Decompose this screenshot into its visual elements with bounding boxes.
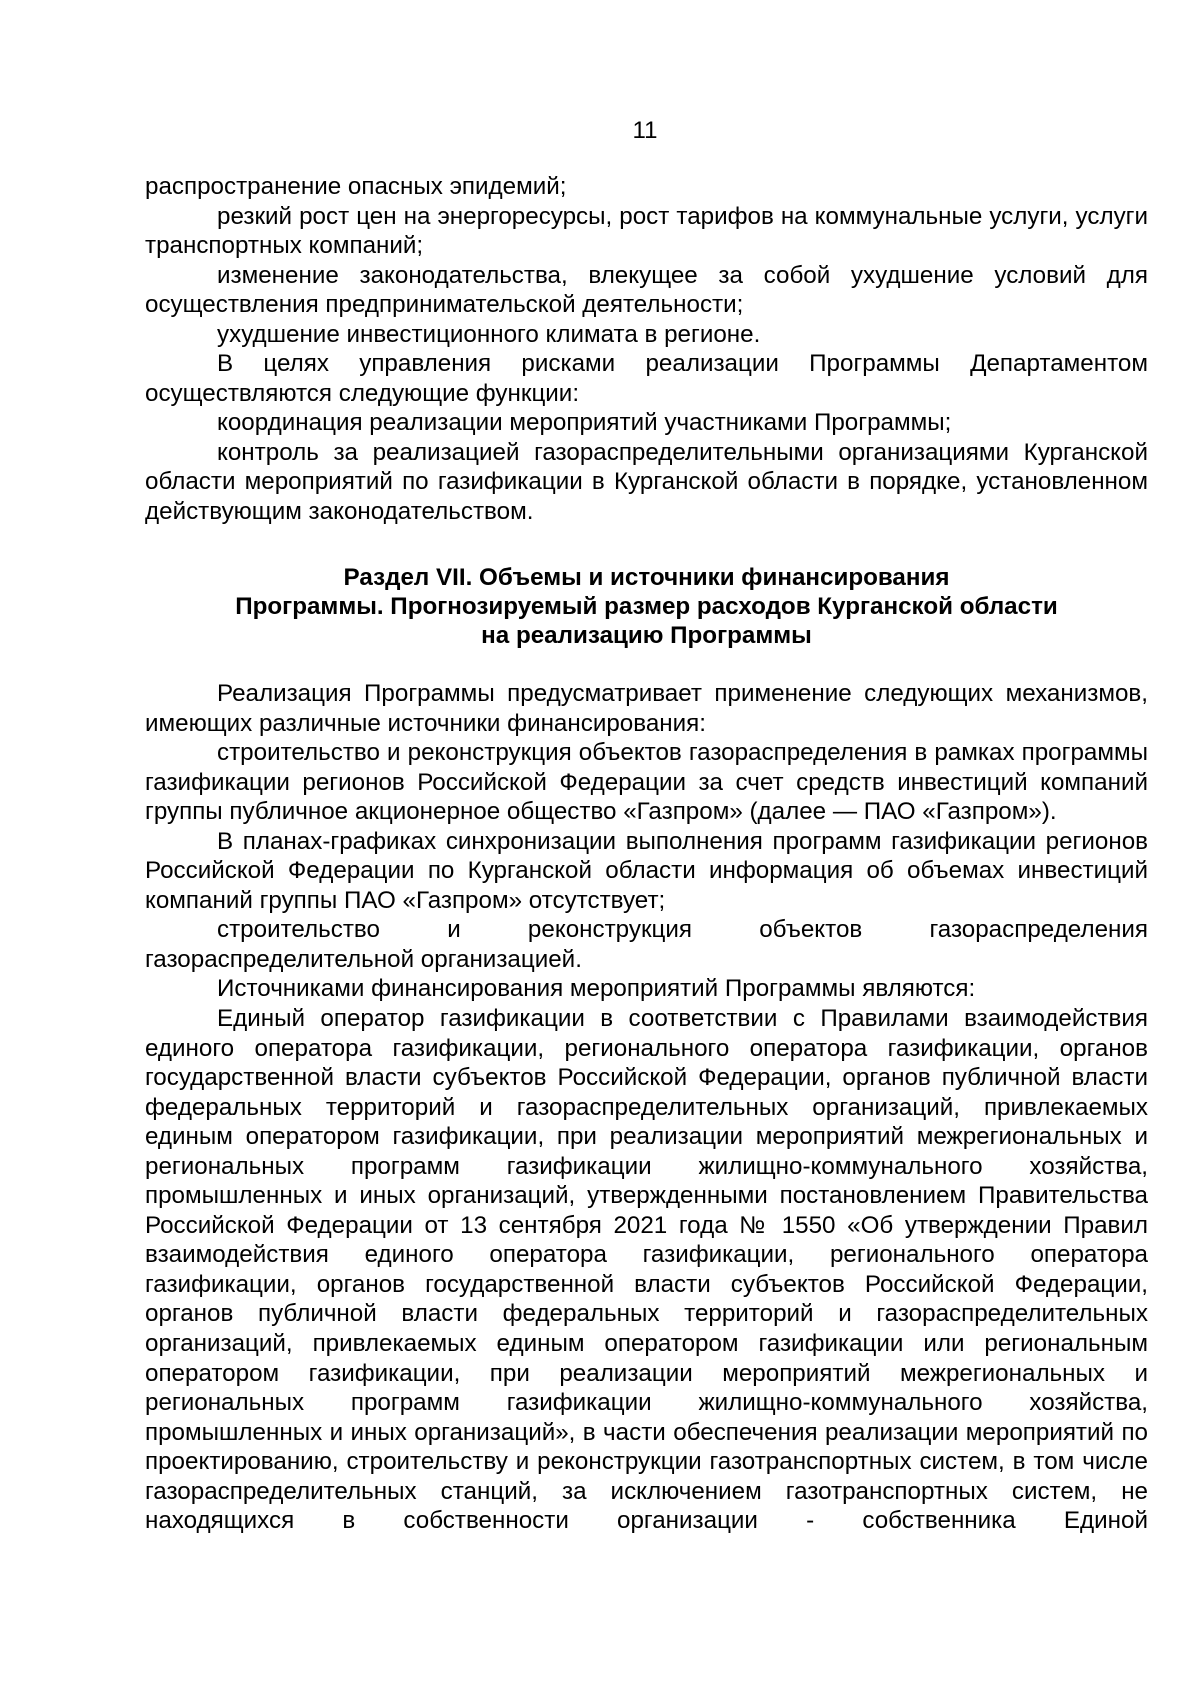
paragraph: строительство и реконструкция объектов газораспределения в рамках программы газификации регионов Российской Федерации за счет средств инвестиций компаний группы публичное акционерное общество «Газпром» (далее — ПАО «Газпром»). bbox=[145, 739, 1148, 826]
page-number: 11 bbox=[632, 117, 658, 144]
paragraph: изменение законодательства, влекущее за собой ухудшение условий для осуществления предпринимательской деятельности; bbox=[145, 261, 1148, 319]
paragraph: резкий рост цен на энергоресурсы, рост тарифов на коммунальные услуги, услуги транспортных компаний; bbox=[145, 202, 1148, 260]
paragraph: контроль за реализацией газораспределительными организациями Курганской области мероприятий по газификации в Курганской области в порядке, установленном действующим законодательством. bbox=[145, 438, 1148, 526]
body-text-top bbox=[145, 172, 1148, 527]
section-heading-line: Программы. Прогнозируемый размер расходов Курганской области bbox=[235, 593, 1058, 620]
paragraph: ухудшение инвестиционного климата в регионе. bbox=[217, 320, 761, 348]
paragraph: строительство и реконструкция объектов газораспределения газораспределительной организацией. bbox=[145, 916, 1148, 973]
body-text-bottom bbox=[145, 679, 1148, 1536]
section-heading-line: на реализацию Программы bbox=[481, 622, 812, 649]
paragraph: координация реализации мероприятий участниками Программы; bbox=[217, 409, 952, 437]
paragraph: Источниками финансирования мероприятий Программы являются: bbox=[217, 975, 976, 1003]
section-heading bbox=[145, 563, 1148, 650]
section-heading-line: Раздел VII. Объемы и источники финансирования bbox=[343, 564, 950, 591]
paragraph: Реализация Программы предусматривает применение следующих механизмов, имеющих различные источники финансирования: bbox=[145, 680, 1148, 737]
paragraph: распространение опасных эпидемий; bbox=[145, 173, 567, 200]
paragraph: В целях управления рисками реализации Программы Департаментом осуществляются следующие функции: bbox=[145, 350, 1148, 407]
paragraph: В планах-графиках синхронизации выполнения программ газификации регионов Российской Федерации по Курганской области информация об объемах инвестиций компаний группы ПАО «Газпром» отсутствует; bbox=[145, 827, 1148, 914]
paragraph: Единый оператор газификации в соответствии с Правилами взаимодействия единого оператора газификации, регионального оператора газификации, органов государственной власти субъектов Российской Федерации, органов публичной власти федеральных территорий и газораспределительных организаций, привлекаемых единым оператором газификации, при реализации мероприятий межрегиональных и региональных программ газификации жилищно-коммунального хозяйства, промышленных и иных организаций, утвержденными постановлением Правительства Российской Федерации от 13 сентября 2021 года № 1550 «Об утверждении Правил взаимодействия единого оператора газификации, регионального оператора газификации, органов государственной власти субъектов Российской Федерации, органов публичной власти федеральных территорий и газораспределительных организаций, привлекаемых единым оператором газификации или региональным оператором газификации, при реализации мероприятий межрегиональных и региональных программ газификации жилищно-коммунального хозяйства, промышленных и иных организаций», в части обеспечения реализации мероприятий по проектированию, строительству и реконструкции газотранспортных систем, в том числе газораспределительных станций, за исключением газотранспортных систем, не находящихся в собственности организации - собственника Единой bbox=[145, 1005, 1148, 1535]
